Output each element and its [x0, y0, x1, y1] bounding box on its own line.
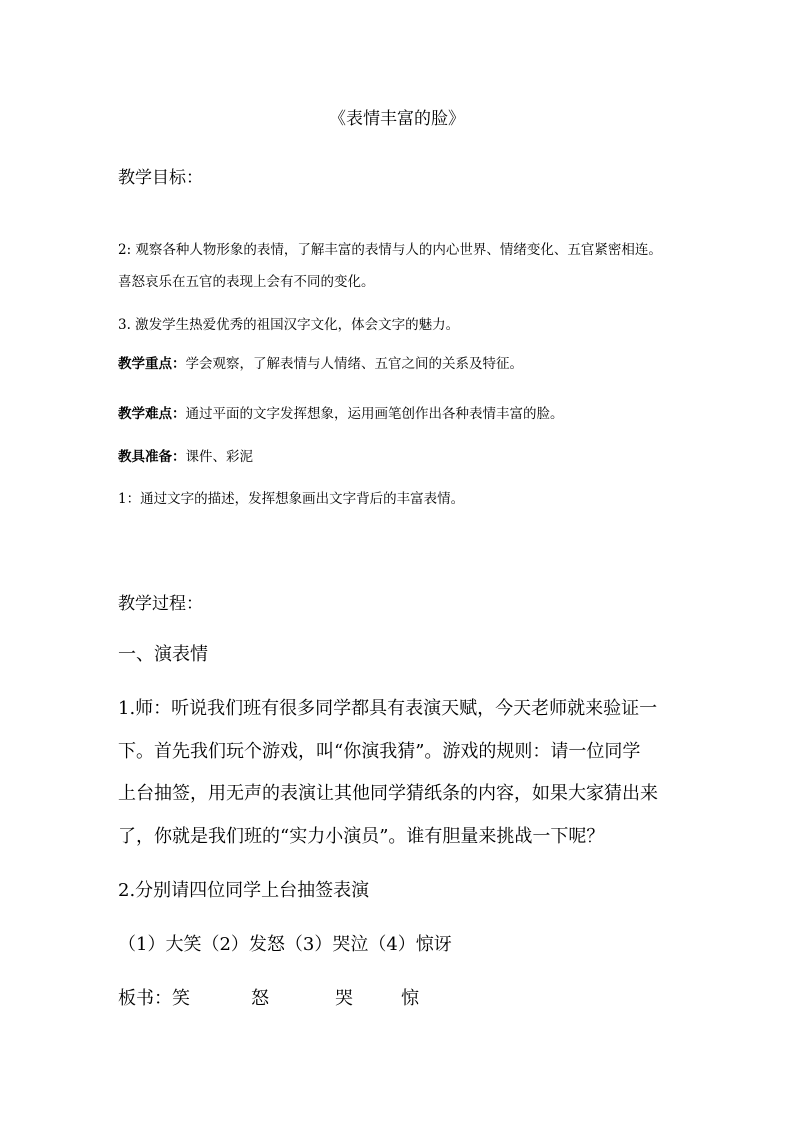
objective-2-line-2: 喜怒哀乐在五官的表现上会有不同的变化。 — [118, 274, 375, 290]
board-word-smile: 笑 — [172, 988, 190, 1009]
key-point-label: 教学重点： — [118, 356, 186, 372]
board-word-anger: 怒 — [251, 988, 269, 1009]
objective-1: 1：通过文字的描述，发挥想象画出文字背后的丰富表情。 — [118, 491, 465, 507]
paragraph-1-line-1: 1.师：听说我们班有很多同学都具有表演天赋，今天老师就来验证一 — [118, 698, 658, 719]
section-1-heading: 一、演表情 — [118, 644, 208, 665]
difficulty-text: 通过平面的文字发挥想象，运用画笔创作出各种表情丰富的脸。 — [185, 406, 564, 422]
key-point-text: 学会观察，了解表情与人情绪、五官之间的关系及特征。 — [185, 356, 523, 372]
objectives-heading: 教学目标： — [118, 168, 203, 188]
materials-line — [118, 445, 253, 465]
expressions-list: （1）大笑（2）发怒（3）哭泣（4）惊讶 — [118, 934, 452, 955]
paragraph-1-line-3: 上台抽签，用无声的表演让其他同学猜纸条的内容，如果大家猜出来 — [118, 783, 658, 804]
paragraph-1-line-2: 下。首先我们玩个游戏，叫“你演我猜”。游戏的规则：请一位同学 — [118, 741, 641, 762]
board-word-cry: 哭 — [335, 988, 353, 1009]
key-point-line — [118, 352, 523, 372]
materials-label: 教具准备： — [118, 449, 186, 465]
difficulty-label: 教学难点： — [118, 406, 186, 422]
process-heading: 教学过程： — [118, 594, 203, 614]
board-line — [118, 984, 419, 1010]
paragraph-2: 2.分别请四位同学上台抽签表演 — [118, 880, 370, 901]
board-word-surprise: 惊 — [401, 988, 419, 1009]
objective-3: 3. 激发学生热爱优秀的祖国汉字文化，体会文字的魅力。 — [118, 317, 460, 333]
difficulty-line — [118, 402, 564, 422]
board-label: 板书： — [118, 988, 172, 1009]
document-title: 《表情丰富的脸》 — [329, 109, 465, 129]
materials-text: 课件、彩泥 — [185, 449, 253, 465]
objective-2-line-1: 2: 观察各种人物形象的表情，了解丰富的表情与人的内心世界、情绪变化、五官紧密相连。 — [118, 242, 662, 258]
paragraph-1-line-4: 了，你就是我们班的“实力小演员”。谁有胆量来挑战一下呢？ — [118, 826, 605, 847]
